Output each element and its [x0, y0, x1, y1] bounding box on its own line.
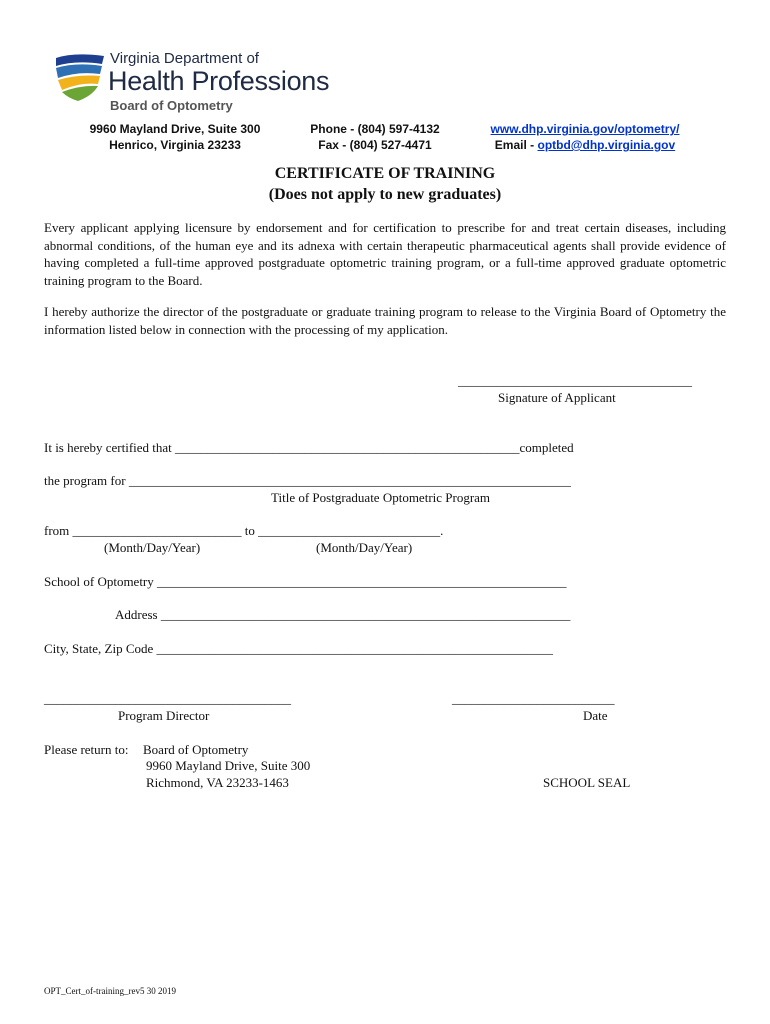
title-line-1: CERTIFICATE OF TRAINING [274, 165, 496, 182]
school-field[interactable]: School of Optometry _______________________________________________________________ [44, 574, 567, 589]
date-line[interactable]: _________________________ [452, 691, 615, 706]
address-field[interactable]: Address _______________________________________________________________ [115, 607, 571, 622]
contact-web-email [470, 121, 700, 153]
authorization-paragraph: I hereby authorize the director of the postgraduate or graduate training program to release to the Virginia Board of Optometry the information listed below in connection with the processing of my application. [44, 304, 726, 337]
signature-line[interactable]: ____________________________________ [458, 373, 692, 388]
dhp-shield-logo-icon [52, 52, 108, 102]
certified-field[interactable]: It is hereby certified that _____________________________________________________completed [44, 440, 574, 455]
contact-phone-fax [290, 121, 460, 153]
logo-board-text: Board of Optometry [110, 98, 233, 113]
fax-text: Fax - (804) 527-4471 [318, 138, 432, 152]
certificate-title [0, 163, 770, 205]
return-label: Please return to: [44, 742, 129, 757]
return-address-line-3: Richmond, VA 23233-1463 [146, 775, 289, 790]
contact-address [60, 121, 290, 153]
return-address-line-1: Board of Optometry [143, 742, 249, 757]
school-seal-label: SCHOOL SEAL [543, 775, 631, 790]
logo-department-text: Virginia Department of [110, 50, 259, 67]
program-field[interactable]: the program for ____________________________________________________________________ [44, 473, 571, 488]
logo-health-professions-text: Health Professions [108, 66, 330, 96]
program-label: Title of Postgraduate Optometric Program [271, 490, 491, 505]
intro-paragraph: Every applicant applying licensure by endorsement and for certification to prescribe for and treat certain diseases, including abnormal conditions, of the human eye and its adnexa with certain therapeutic pharmaceutical agents shall provide evidence of having completed a full-time approved postgraduate optometric training program, or a full-time approved graduate optometric training program to the Board. [44, 220, 726, 288]
date-label: Date [583, 708, 608, 723]
address-line-1: 9960 Mayland Drive, Suite 300 [89, 122, 261, 136]
footer-form-id: OPT_Cert_of-training_rev5 30 2019 [44, 986, 176, 996]
phone-text: Phone - (804) 597-4132 [310, 122, 440, 136]
title-line-2: (Does not apply to new graduates) [268, 186, 502, 203]
email-link[interactable]: optbd@dhp.virginia.gov [537, 138, 676, 152]
return-address-line-2: 9960 Mayland Drive, Suite 300 [146, 758, 311, 773]
director-signature-line[interactable]: ______________________________________ [44, 691, 291, 706]
city-state-zip-field[interactable]: City, State, Zip Code _____________________________________________________________ [44, 641, 554, 656]
address-line-2: Henrico, Virginia 23233 [109, 138, 241, 152]
date-range-field[interactable]: from __________________________ to ____________________________. [44, 523, 444, 538]
email-prefix: Email - [494, 138, 538, 152]
director-label: Program Director [118, 708, 210, 723]
signature-label: Signature of Applicant [498, 390, 616, 405]
website-link[interactable]: www.dhp.virginia.gov/optometry/ [490, 122, 680, 136]
from-date-label: (Month/Day/Year) [104, 540, 201, 555]
to-date-label: (Month/Day/Year) [316, 540, 413, 555]
